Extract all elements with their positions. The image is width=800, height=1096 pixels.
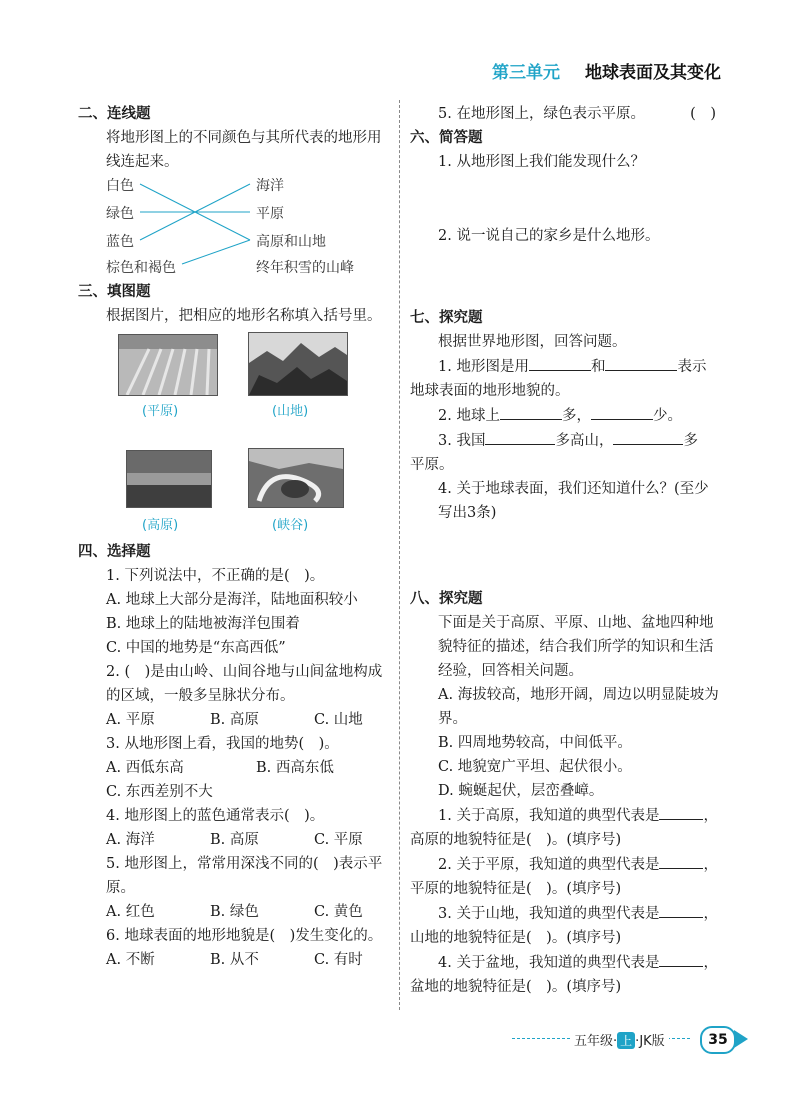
fill-figure-instruction: 根据图片，把相应的地形名称填入括号里。 bbox=[106, 308, 382, 324]
option: B. 四周地势较高，中间低平。 bbox=[438, 735, 632, 751]
landform-item: 平原 bbox=[256, 206, 284, 222]
question bbox=[410, 852, 722, 877]
fill-blank[interactable] bbox=[591, 403, 653, 420]
fill-blank[interactable] bbox=[659, 852, 703, 869]
color-item: 棕色和褐色 bbox=[106, 260, 176, 276]
question-text: 3. 关于山地，我知道的典型代表是 bbox=[438, 906, 660, 922]
option: A. 红色 bbox=[106, 904, 155, 920]
question: 2. 说一说自己的家乡是什么地形。 bbox=[438, 228, 660, 244]
question: 5. 地形图上，常常用深浅不同的( )表示平原。 bbox=[106, 856, 383, 896]
page-number: 35 bbox=[700, 1026, 736, 1054]
question bbox=[410, 403, 722, 428]
instruction: 下面是关于高原、平原、山地、盆地四种地貌特征的描述，结合我们所学的知识和生活经验，回答相关问题。 bbox=[438, 615, 714, 679]
option-row bbox=[78, 900, 383, 924]
option: C. 黄色 bbox=[314, 904, 363, 920]
fill-blank[interactable] bbox=[485, 428, 555, 445]
option: C. 东西差别不大 bbox=[106, 784, 213, 800]
plain-photo bbox=[118, 334, 218, 396]
question-text: ， bbox=[703, 808, 718, 824]
landform-item: 海洋 bbox=[256, 178, 284, 194]
question-text: 4. 关于盆地，我知道的典型代表是 bbox=[438, 955, 660, 971]
option: A. 西低东高 bbox=[106, 760, 184, 776]
caption-plateau: (高原) bbox=[142, 518, 179, 533]
instruction: 根据世界地形图，回答问题。 bbox=[438, 334, 627, 350]
option: A. 不断 bbox=[106, 952, 155, 968]
matching-area bbox=[78, 174, 378, 274]
footer-grade: 五年级· 上 ·JK版 bbox=[570, 1030, 669, 1049]
fill-blank[interactable] bbox=[659, 803, 703, 820]
question-text: 多 bbox=[683, 433, 698, 449]
caption-mountain: (山地) bbox=[272, 404, 309, 419]
question bbox=[410, 950, 722, 975]
question bbox=[410, 803, 722, 828]
color-item: 蓝色 bbox=[106, 234, 134, 250]
right-column bbox=[410, 102, 722, 999]
fill-blank[interactable] bbox=[500, 403, 562, 420]
page-arrow-icon bbox=[734, 1030, 748, 1048]
option: B. 从不 bbox=[210, 952, 259, 968]
option: C. 地貌宽广平坦、起伏很小。 bbox=[438, 759, 632, 775]
landform-item: 终年积雪的山峰 bbox=[256, 260, 354, 276]
option: B. 高原 bbox=[210, 712, 259, 728]
option: B. 西高东低 bbox=[256, 760, 334, 776]
option-row bbox=[78, 948, 383, 972]
caption-canyon: (峡谷) bbox=[272, 518, 309, 533]
option: C. 平原 bbox=[314, 832, 363, 848]
question-text: 1. 地形图是用 bbox=[438, 359, 529, 375]
photo-grid bbox=[78, 328, 383, 538]
question: 4. 地形图上的蓝色通常表示( )。 bbox=[106, 808, 325, 824]
option: B. 绿色 bbox=[210, 904, 259, 920]
option-row bbox=[78, 828, 383, 852]
canyon-photo bbox=[248, 448, 344, 508]
option: A. 海洋 bbox=[106, 832, 155, 848]
section-inquiry-title: 七、探究题 bbox=[410, 310, 483, 326]
option: A. 平原 bbox=[106, 712, 155, 728]
unit-label: 第三单元 bbox=[492, 63, 560, 83]
question: 6. 地球表面的地形地貌是( )发生变化的。 bbox=[106, 928, 383, 944]
question-text: 3. 我国 bbox=[438, 433, 486, 449]
answer-space bbox=[410, 248, 722, 306]
option-row bbox=[78, 708, 383, 732]
question-continued: 地球表面的地形地貌的。 bbox=[410, 383, 570, 399]
option: C. 有时 bbox=[314, 952, 363, 968]
fill-blank[interactable] bbox=[613, 428, 683, 445]
question-text: 和 bbox=[590, 359, 606, 375]
question-text: ， bbox=[703, 857, 718, 873]
answer-space bbox=[410, 174, 722, 224]
column-divider bbox=[399, 100, 400, 1010]
question: 4. 关于地球表面，我们还知道什么？(至少写出3条) bbox=[438, 481, 709, 521]
section-matching-title: 二、连线题 bbox=[78, 106, 151, 122]
fill-blank[interactable] bbox=[605, 354, 677, 371]
option: B. 高原 bbox=[210, 832, 259, 848]
option: B. 地球上的陆地被海洋包围着 bbox=[106, 616, 300, 632]
question: 2. ( )是由山岭、山间谷地与山间盆地构成的区域，一般多呈脉状分布。 bbox=[106, 664, 383, 704]
plateau-photo bbox=[126, 450, 212, 508]
question: 1. 从地形图上我们能发现什么？ bbox=[438, 154, 645, 170]
question bbox=[410, 428, 722, 453]
question-continued: 盆地的地貌特征是( )。(填序号) bbox=[410, 979, 622, 995]
answer-space bbox=[410, 525, 722, 587]
question-text: ， bbox=[703, 955, 718, 971]
matching-lines bbox=[78, 174, 378, 274]
term-badge: 上 bbox=[617, 1032, 635, 1049]
section-choice-title: 四、选择题 bbox=[78, 544, 151, 560]
left-column bbox=[78, 102, 383, 972]
fill-blank[interactable] bbox=[659, 950, 703, 967]
question-text: 多高山， bbox=[555, 433, 614, 449]
mountain-photo bbox=[248, 332, 348, 396]
option: D. 蜿蜒起伏，层峦叠嶂。 bbox=[438, 783, 604, 799]
edition-label: JK版 bbox=[639, 1034, 665, 1049]
matching-instruction: 将地形图上的不同颜色与其所代表的地形用线连起来。 bbox=[106, 130, 382, 170]
question-text: ， bbox=[703, 906, 718, 922]
question-continued: 高原的地貌特征是( )。(填序号) bbox=[410, 832, 622, 848]
section-short-answer-title: 六、简答题 bbox=[410, 130, 483, 146]
question: 3. 从地形图上看，我国的地势( )。 bbox=[106, 736, 339, 752]
option: C. 中国的地势是“东高西低” bbox=[106, 640, 286, 656]
question bbox=[410, 354, 722, 379]
truefalse-text: 5. 在地形图上，绿色表示平原。 bbox=[438, 106, 645, 122]
truefalse-item bbox=[410, 102, 722, 126]
color-item: 白色 bbox=[106, 178, 134, 194]
question-text: 表示 bbox=[677, 359, 707, 375]
question-text: 2. 地球上 bbox=[438, 408, 500, 424]
question bbox=[410, 901, 722, 926]
question-continued: 平原。 bbox=[410, 457, 454, 473]
question-continued: 山地的地貌特征是( )。(填序号) bbox=[410, 930, 622, 946]
unit-title: 地球表面及其变化 bbox=[585, 63, 721, 83]
color-item: 绿色 bbox=[106, 206, 134, 222]
grade-label: 五年级 bbox=[574, 1034, 614, 1049]
answer-paren: ( ) bbox=[690, 106, 716, 122]
question-text: 多， bbox=[561, 408, 591, 424]
option-row bbox=[78, 756, 383, 780]
question-text: 少。 bbox=[652, 408, 682, 424]
question-text: 2. 关于平原，我知道的典型代表是 bbox=[438, 857, 660, 873]
caption-plain: (平原) bbox=[142, 404, 179, 419]
question-text: 1. 关于高原，我知道的典型代表是 bbox=[438, 808, 660, 824]
fill-blank[interactable] bbox=[529, 354, 591, 371]
option: C. 山地 bbox=[314, 712, 363, 728]
fill-blank[interactable] bbox=[659, 901, 703, 918]
question: 1. 下列说法中，不正确的是( )。 bbox=[106, 568, 325, 584]
section-inquiry2-title: 八、探究题 bbox=[410, 591, 483, 607]
question-continued: 平原的地貌特征是( )。(填序号) bbox=[410, 881, 622, 897]
landform-item: 高原和山地 bbox=[256, 234, 326, 250]
option: A. 海拔较高，地形开阔，周边以明显陡坡为界。 bbox=[438, 687, 719, 727]
section-fill-figure-title: 三、填图题 bbox=[78, 284, 151, 300]
option: A. 地球上大部分是海洋，陆地面积较小 bbox=[106, 592, 358, 608]
